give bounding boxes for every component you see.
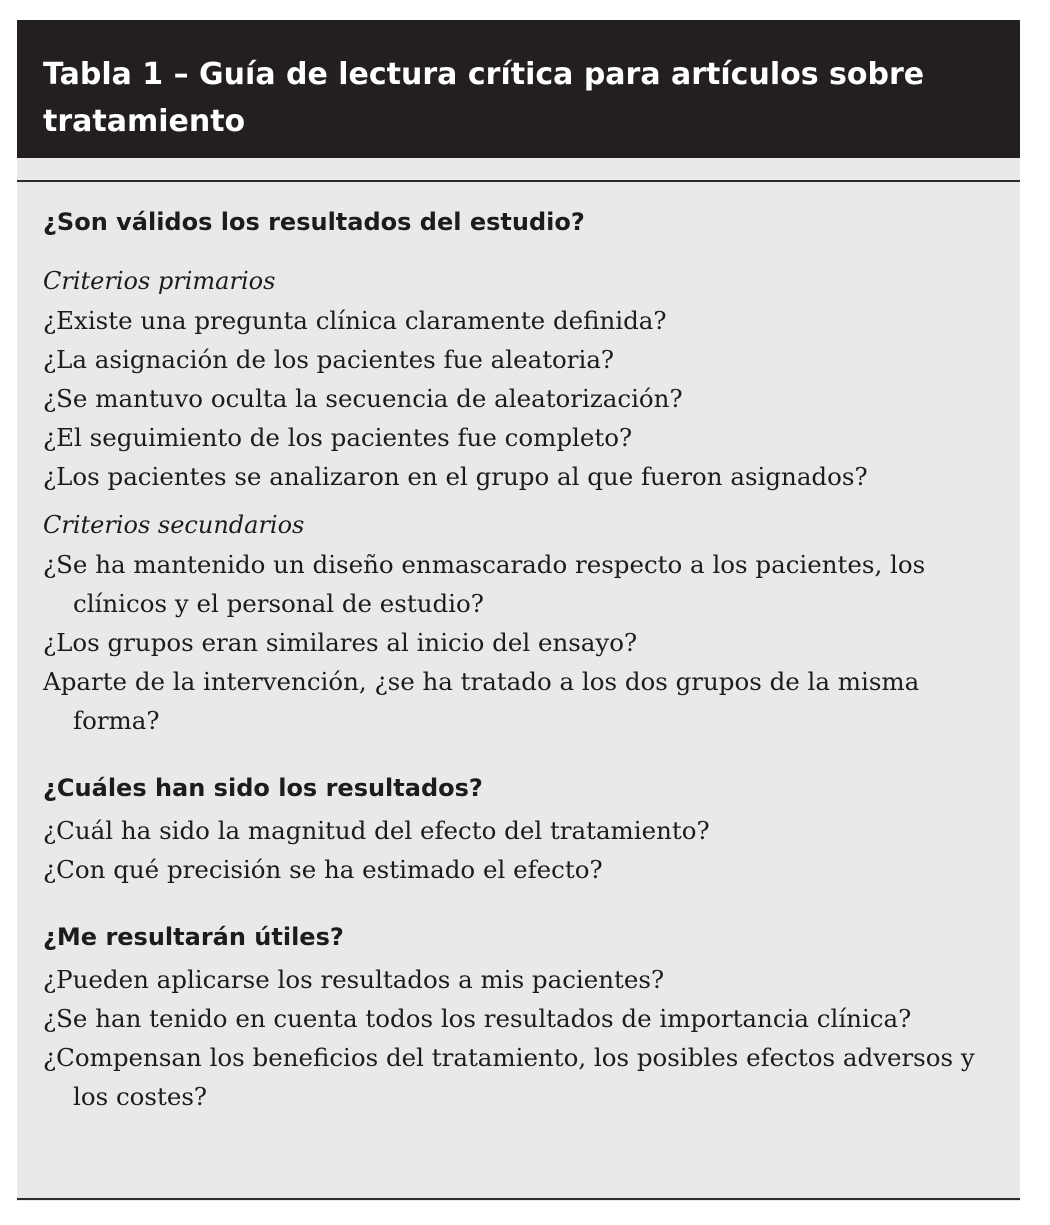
secondary-criteria-list bbox=[43, 545, 1013, 740]
bottom-rule bbox=[17, 1198, 1020, 1200]
section-heading-results: ¿Cuáles han sido los resultados? bbox=[43, 774, 483, 802]
table-content bbox=[43, 192, 1013, 1116]
criteria-item: Aparte de la intervención, ¿se ha tratado a los dos grupos de la misma forma? bbox=[43, 667, 920, 735]
results-criteria-list bbox=[43, 811, 1013, 889]
criteria-item: ¿Se mantuvo oculta la secuencia de aleatorización? bbox=[43, 384, 683, 413]
section-heading-usefulness: ¿Me resultarán útiles? bbox=[43, 923, 344, 951]
criteria-item: ¿Cuál ha sido la magnitud del efecto del tratamiento? bbox=[43, 816, 710, 845]
spacer bbox=[43, 889, 1013, 915]
table-header bbox=[17, 20, 1020, 158]
spacer bbox=[43, 740, 1013, 766]
table-title: Tabla 1 – Guía de lectura crítica para artículos sobre tratamiento bbox=[43, 57, 925, 139]
spacer bbox=[43, 252, 1013, 262]
criteria-item: ¿Existe una pregunta clínica claramente definida? bbox=[43, 306, 667, 335]
criteria-item: ¿Compensan los beneficios del tratamiento, los posibles efectos adversos y los costes? bbox=[43, 1043, 975, 1111]
primary-criteria-list bbox=[43, 301, 1013, 496]
group-label-primary: Criterios primarios bbox=[43, 267, 276, 295]
section-heading-validity: ¿Son válidos los resultados del estudio? bbox=[43, 208, 585, 236]
criteria-item: ¿La asignación de los pacientes fue aleatoria? bbox=[43, 345, 615, 374]
table-box bbox=[17, 20, 1020, 1201]
criteria-item: ¿El seguimiento de los pacientes fue completo? bbox=[43, 423, 633, 452]
criteria-item: ¿Los grupos eran similares al inicio del ensayo? bbox=[43, 628, 638, 657]
spacer bbox=[43, 496, 1013, 506]
criteria-item: ¿Se ha mantenido un diseño enmascarado respecto a los pacientes, los clínicos y el personal de estudio? bbox=[43, 550, 926, 618]
top-rule bbox=[17, 180, 1020, 182]
criteria-item: ¿Los pacientes se analizaron en el grupo al que fueron asignados? bbox=[43, 462, 868, 491]
criteria-item: ¿Se han tenido en cuenta todos los resultados de importancia clínica? bbox=[43, 1004, 912, 1033]
criteria-item: ¿Con qué precisión se ha estimado el efecto? bbox=[43, 855, 603, 884]
criteria-item: ¿Pueden aplicarse los resultados a mis pacientes? bbox=[43, 965, 665, 994]
usefulness-criteria-list bbox=[43, 960, 1013, 1116]
group-label-secondary: Criterios secundarios bbox=[43, 511, 305, 539]
